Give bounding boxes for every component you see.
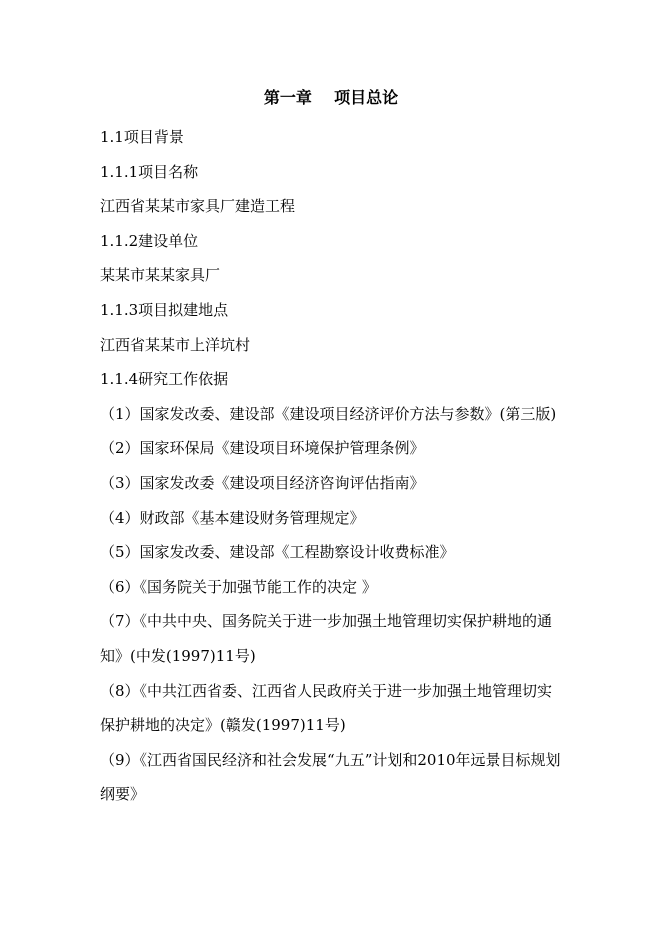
paragraph: 江西省某某市上洋坑村 bbox=[100, 335, 251, 354]
document-body bbox=[100, 120, 562, 812]
list-item: （6）《国务院关于加强节能工作的决定 》 bbox=[100, 577, 377, 596]
chapter-title: 第一章 项目总论 bbox=[263, 88, 399, 107]
list-item: （2）国家环保局《建设项目环境保护管理条例》 bbox=[100, 439, 425, 458]
list-item: （1）国家发改委、建设部《建设项目经济评价方法与参数》(第三版) bbox=[100, 404, 557, 423]
subsection-heading: 1.1.3项目拟建地点 bbox=[100, 300, 229, 319]
subsection-heading: 1.1.2建设单位 bbox=[100, 231, 199, 250]
paragraph: 某某市某某家具厂 bbox=[100, 266, 221, 285]
list-item: （9）《江西省国民经济和社会发展“九五”计划和2010年远景目标规划纲要》 bbox=[100, 750, 561, 804]
list-item: （5）国家发改委、建设部《工程勘察设计收费标准》 bbox=[100, 543, 455, 562]
list-item: （3）国家发改委《建设项目经济咨询评估指南》 bbox=[100, 473, 425, 492]
subsection-heading: 1.1.1项目名称 bbox=[100, 162, 199, 181]
paragraph: 江西省某某市家具厂建造工程 bbox=[100, 197, 296, 216]
subsection-heading: 1.1.4研究工作依据 bbox=[100, 370, 229, 389]
list-item: （7）《中共中央、国务院关于进一步加强土地管理切实保护耕地的通知》(中发(1997)11号) bbox=[100, 612, 553, 665]
list-item: （4）财政部《基本建设财务管理规定》 bbox=[100, 508, 365, 527]
section-heading: 1.1项目背景 bbox=[100, 128, 184, 146]
list-item: （8）《中共江西省委、江西省人民政府关于进一步加强土地管理切实保护耕地的决定》(赣发(1997)11号) bbox=[100, 681, 553, 735]
